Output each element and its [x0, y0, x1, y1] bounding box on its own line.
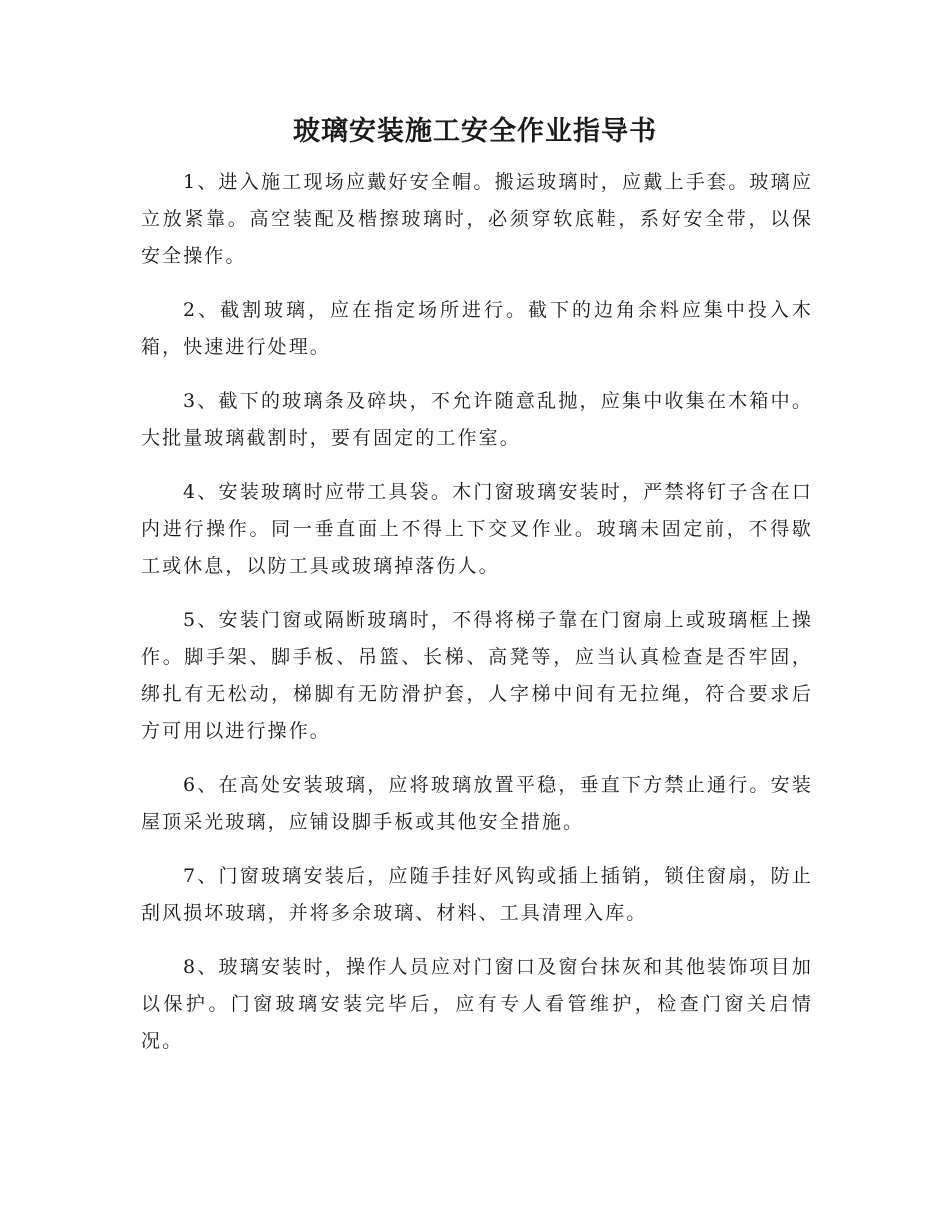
paragraph-1: 1、进入施工现场应戴好安全帽。搬运玻璃时，应戴上手套。玻璃应立放紧靠。高空装配及楷擦玻璃时，必须穿软底鞋，系好安全带，以保安全操作。 — [141, 171, 813, 267]
paragraph-7: 7、门窗玻璃安装后，应随手挂好风钩或插上插销，锁住窗扇，防止刮风损坏玻璃，并将多余玻璃、材料、工具清理入库。 — [141, 865, 813, 924]
paragraph-6: 6、在高处安装玻璃，应将玻璃放置平稳，垂直下方禁止通行。安装屋顶采光玻璃，应铺设脚手板或其他安全措施。 — [141, 774, 813, 833]
paragraph-3: 3、截下的玻璃条及碎块，不允许随意乱抛，应集中收集在木箱中。大批量玻璃截割时，要有固定的工作室。 — [141, 390, 813, 449]
document-body — [141, 164, 813, 1077]
paragraph-2: 2、截割玻璃，应在指定场所进行。截下的边角余料应集中投入木箱，快速进行处理。 — [141, 299, 813, 358]
document-title: 玻璃安装施工安全作业指导书 — [293, 116, 657, 147]
paragraph-5: 5、安装门窗或隔断玻璃时，不得将梯子靠在门窗扇上或玻璃框上操作。脚手架、脚手板、吊篮、长梯、高凳等，应当认真检查是否牢固，绑扎有无松动，梯脚有无防滑护套，人字梯中间有无拉绳，符合要求后方可用以进行操作。 — [141, 609, 813, 742]
paragraph-8: 8、玻璃安装时，操作人员应对门窗口及窗台抹灰和其他装饰项目加以保护。门窗玻璃安装完毕后，应有专人看管维护，检查门窗关启情况。 — [141, 956, 813, 1052]
paragraph-4: 4、安装玻璃时应带工具袋。木门窗玻璃安装时，严禁将钉子含在口内进行操作。同一垂直面上不得上下交叉作业。玻璃未固定前，不得歇工或休息，以防工具或玻璃掉落伤人。 — [141, 481, 813, 577]
